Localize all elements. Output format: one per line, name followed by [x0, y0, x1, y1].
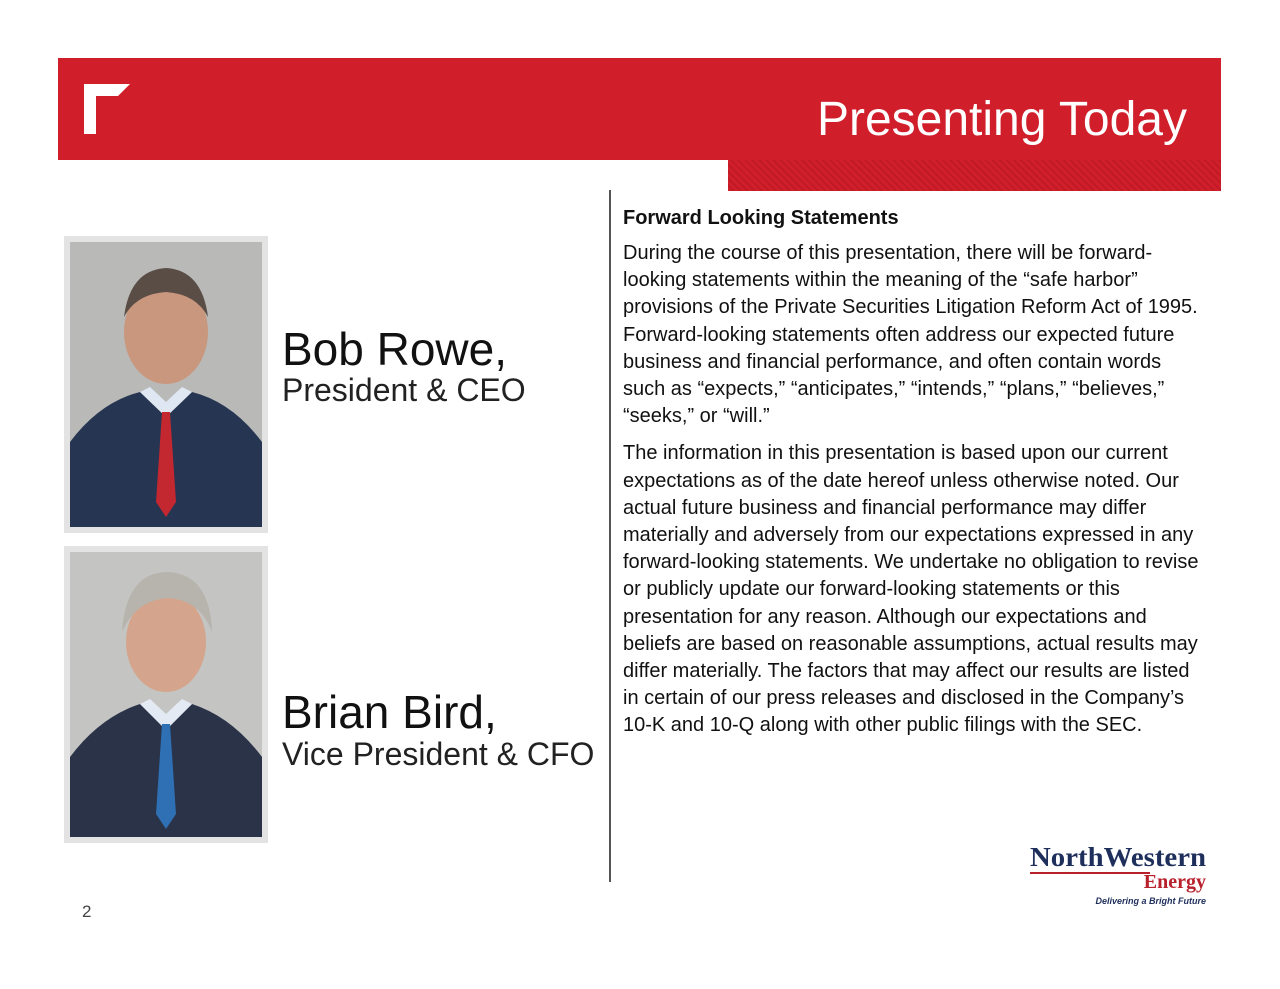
- page-title: Presenting Today: [816, 93, 1187, 146]
- presenter-role-2: Vice President & CFO: [282, 736, 595, 772]
- brand-line-1: NorthWestern: [1030, 842, 1206, 872]
- fls-paragraph-2: The information in this presentation is based upon our current expectations as of the date hereof unless otherwise noted. Our actual future business and financial performance may differ materially and adversely from our expectations expressed in any forward-looking statements. We undertake no obligation to revise or publicly update our forward-looking statements or this presentation for any reason. Although our expectations and beliefs are based on reasonable assumptions, actual results may differ materially. The factors that may affect our results are listed in certain of our press releases and disclosed in the Company’s 10-K and 10-Q along with other public filings with the SEC.: [623, 442, 1199, 737]
- presenter-name-2: Brian Bird,: [282, 686, 497, 738]
- presenter-role-1: President & CEO: [282, 372, 526, 408]
- brand-rule: [1030, 872, 1150, 874]
- fls-paragraph-1: During the course of this presentation, there will be forward-looking statements within the meaning of the “safe harbor” provisions of the Private Securities Litigation Reform Act of 1995. Forward-looking statements often address our expected future business and financial performance, and often contain words such as “expects,” “anticipates,” “intends,” “plans,” “believes,” “seeks,” or “will.”: [623, 242, 1198, 428]
- presenter-name-1: Bob Rowe,: [282, 323, 508, 375]
- brand-tagline: Delivering a Bright Future: [1095, 896, 1206, 906]
- presenter-photo-2: [64, 546, 268, 843]
- fls-heading: Forward Looking Statements: [623, 207, 899, 229]
- page-number: 2: [82, 902, 92, 921]
- northwestern-energy-logo: [1020, 840, 1210, 910]
- company-mark-icon: [84, 84, 136, 136]
- brand-line-2: Energy: [1143, 871, 1206, 893]
- column-divider: [609, 190, 611, 882]
- forward-looking-statements: [623, 205, 1203, 750]
- headshot-brian-bird-icon: [70, 552, 262, 837]
- header-bar: [58, 58, 1221, 160]
- headshot-bob-rowe-icon: [70, 242, 262, 527]
- presenter-photo-1: [64, 236, 268, 533]
- header-texture-band: [728, 160, 1221, 191]
